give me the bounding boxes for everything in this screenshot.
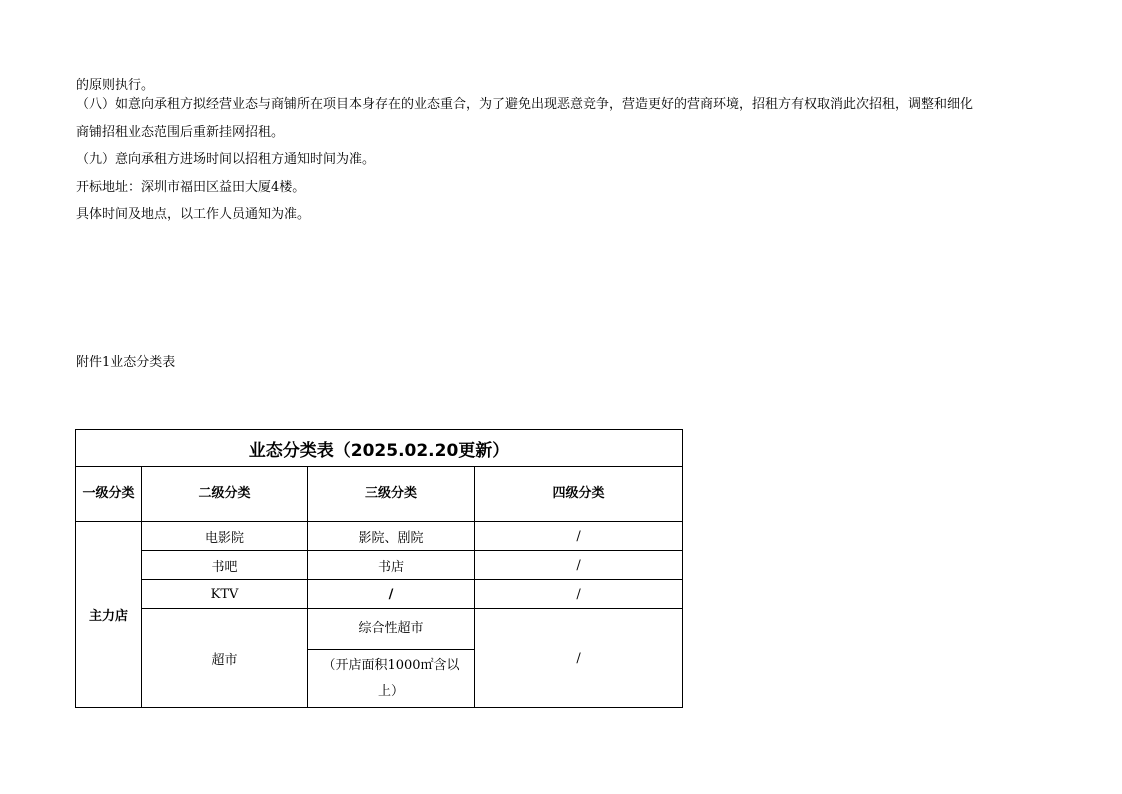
attachment-label: 附件1业态分类表	[76, 355, 176, 370]
cell-level4: /	[475, 522, 683, 551]
cell-level2: 电影院	[142, 522, 308, 551]
cell-level4: /	[475, 580, 683, 609]
table-header-row	[76, 467, 683, 522]
cell-level2: 超市	[142, 609, 308, 708]
primary-category-cell: 主力店	[76, 522, 142, 708]
table-row	[76, 580, 683, 609]
table-row	[76, 551, 683, 580]
address-line: 开标地址：深圳市福田区益田大厦4楼。	[76, 180, 306, 195]
cell-level4: /	[475, 551, 683, 580]
cell-level3-note: （开店面积1000㎡含以上）	[322, 657, 460, 699]
cell-level3: /	[308, 580, 475, 609]
table-title-row	[76, 430, 683, 467]
header-level3: 三级分类	[308, 467, 475, 522]
table-title: 业态分类表（2025.02.20更新）	[76, 430, 683, 467]
cell-level3-main: 综合性超市	[308, 609, 474, 650]
table-row	[76, 609, 683, 708]
text-line-1: 的原则执行。	[76, 78, 155, 93]
header-level1: 一级分类	[76, 467, 142, 522]
cell-level2: 书吧	[142, 551, 308, 580]
header-level4: 四级分类	[475, 467, 683, 522]
cell-level3: 书店	[308, 551, 475, 580]
business-category-table	[75, 429, 683, 708]
text-line-2: （八）如意向承租方拟经营业态与商铺所在项目本身存在的业态重合，为了避免出现恶意竞争，营造更好的营商环境，招租方有权取消此次招租，调整和细化	[76, 97, 974, 112]
header-level2: 二级分类	[142, 467, 308, 522]
text-line-3: 商铺招租业态范围后重新挂网招租。	[76, 125, 285, 140]
cell-level2: KTV	[142, 580, 308, 609]
cell-level3: 影院、剧院	[308, 522, 475, 551]
cell-level3-split	[308, 609, 475, 708]
text-line-4: （九）意向承租方进场时间以招租方通知时间为准。	[76, 152, 376, 167]
table-row	[76, 522, 683, 551]
time-notice-line: 具体时间及地点，以工作人员通知为准。	[76, 207, 311, 222]
cell-level4: /	[475, 609, 683, 708]
